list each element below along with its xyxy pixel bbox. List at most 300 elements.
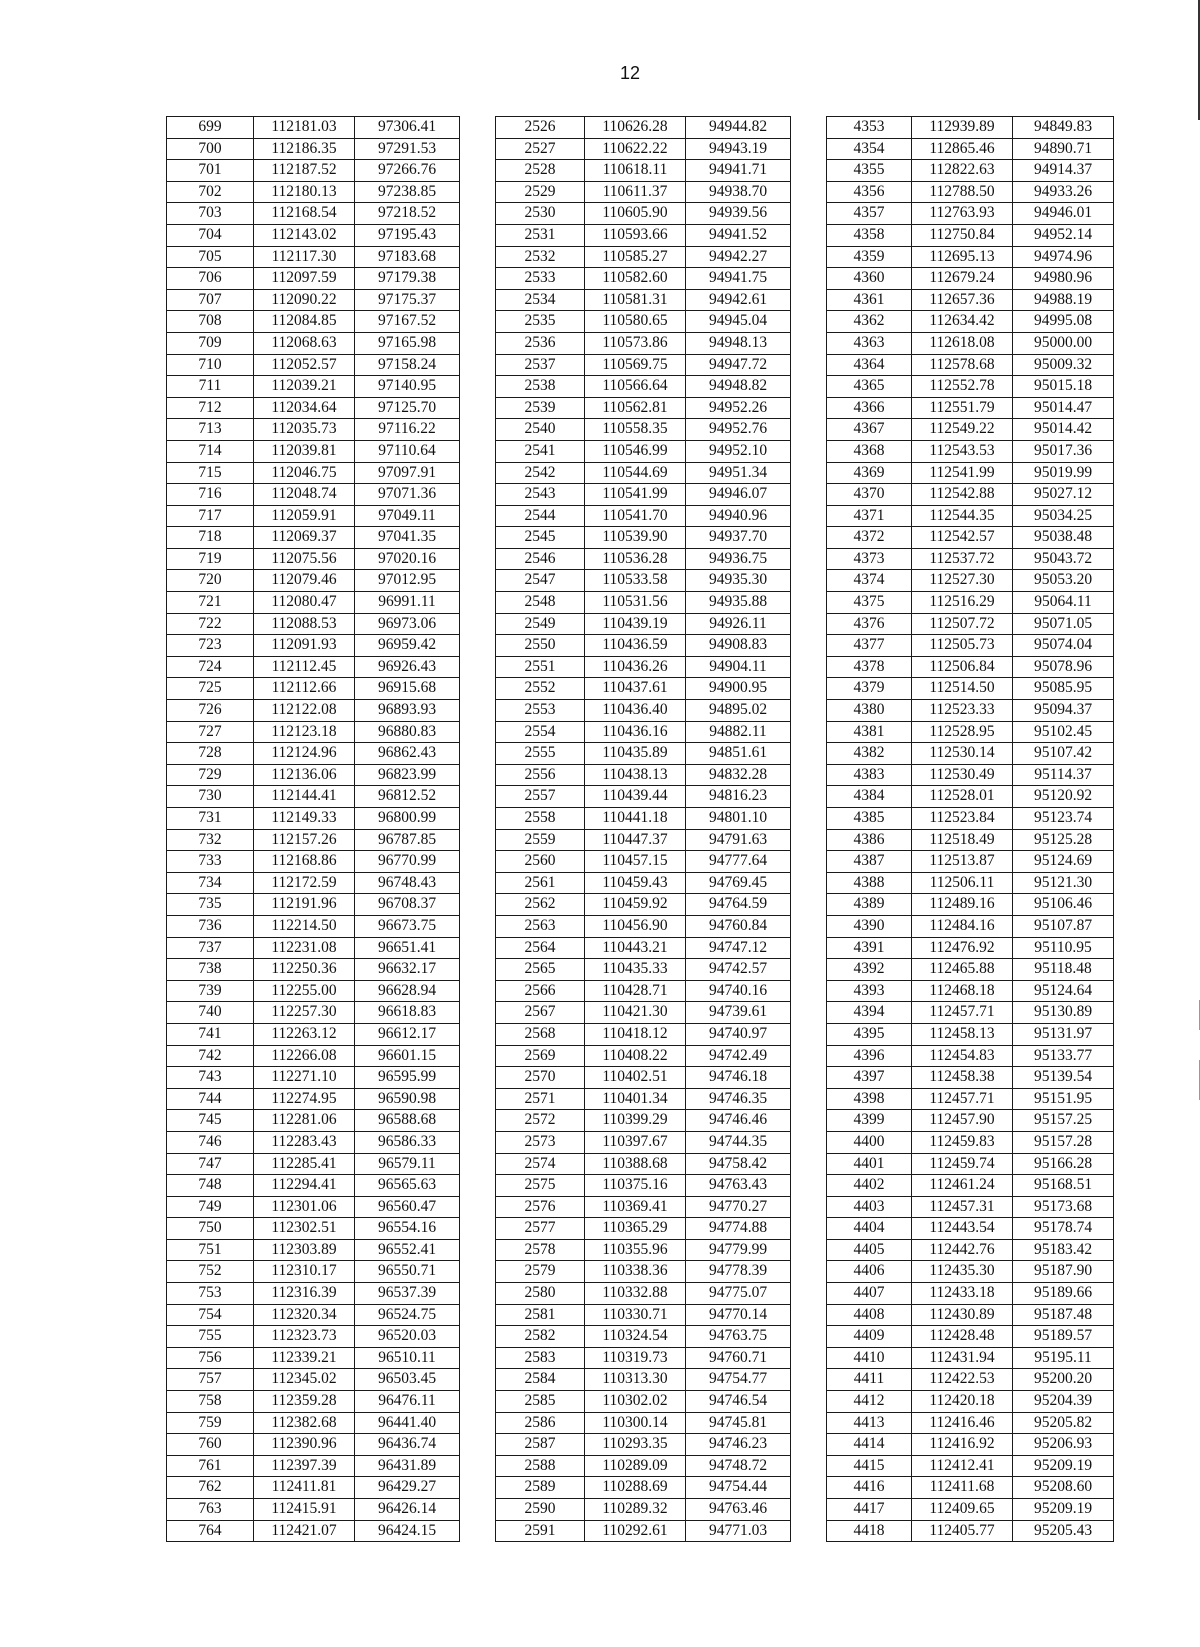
y-coordinate-cell: 96588.68 — [355, 1110, 460, 1132]
y-coordinate-cell: 96552.41 — [355, 1239, 460, 1261]
table-row — [496, 592, 791, 614]
point-number-cell: 2551 — [496, 656, 585, 678]
x-coordinate-cell: 112457.71 — [912, 1088, 1013, 1110]
x-coordinate-cell: 110428.71 — [585, 980, 686, 1002]
x-coordinate-cell: 112168.54 — [254, 203, 355, 225]
y-coordinate-cell: 95043.72 — [1013, 548, 1114, 570]
table-row — [167, 268, 460, 290]
point-number-cell: 4413 — [827, 1412, 912, 1434]
point-number-cell: 2559 — [496, 829, 585, 851]
y-coordinate-cell: 95209.19 — [1013, 1455, 1114, 1477]
table-row — [167, 548, 460, 570]
y-coordinate-cell: 94763.46 — [686, 1499, 791, 1521]
x-coordinate-cell: 112035.73 — [254, 419, 355, 441]
table-row — [827, 1455, 1114, 1477]
y-coordinate-cell: 96651.41 — [355, 937, 460, 959]
y-coordinate-cell: 94940.96 — [686, 505, 791, 527]
table-row — [496, 1002, 791, 1024]
point-number-cell: 724 — [167, 656, 254, 678]
y-coordinate-cell: 94763.75 — [686, 1326, 791, 1348]
table-row — [827, 1304, 1114, 1326]
table-row — [496, 138, 791, 160]
table-row — [827, 397, 1114, 419]
table-row — [827, 1110, 1114, 1132]
table-row — [827, 1434, 1114, 1456]
point-number-cell: 4388 — [827, 872, 912, 894]
table-row — [496, 1175, 791, 1197]
x-coordinate-cell: 112122.08 — [254, 700, 355, 722]
table-row — [827, 1131, 1114, 1153]
table-row — [167, 181, 460, 203]
point-number-cell: 2550 — [496, 635, 585, 657]
table-row — [167, 1239, 460, 1261]
table-row — [827, 138, 1114, 160]
y-coordinate-cell: 95130.89 — [1013, 1002, 1114, 1024]
y-coordinate-cell: 94740.97 — [686, 1023, 791, 1045]
y-coordinate-cell: 94778.39 — [686, 1261, 791, 1283]
y-coordinate-cell: 94935.88 — [686, 592, 791, 614]
x-coordinate-cell: 112420.18 — [912, 1391, 1013, 1413]
x-coordinate-cell: 112865.46 — [912, 138, 1013, 160]
y-coordinate-cell: 96503.45 — [355, 1369, 460, 1391]
x-coordinate-cell: 110399.29 — [585, 1110, 686, 1132]
y-coordinate-cell: 94746.18 — [686, 1067, 791, 1089]
point-number-cell: 4390 — [827, 915, 912, 937]
point-number-cell: 2552 — [496, 678, 585, 700]
y-coordinate-cell: 94882.11 — [686, 721, 791, 743]
point-number-cell: 752 — [167, 1261, 254, 1283]
point-number-cell: 2573 — [496, 1131, 585, 1153]
y-coordinate-cell: 95102.45 — [1013, 721, 1114, 743]
table-row — [167, 1434, 460, 1456]
point-number-cell: 2530 — [496, 203, 585, 225]
point-number-cell: 4373 — [827, 548, 912, 570]
x-coordinate-cell: 110388.68 — [585, 1153, 686, 1175]
table-row — [827, 635, 1114, 657]
table-row — [496, 462, 791, 484]
y-coordinate-cell: 95000.00 — [1013, 332, 1114, 354]
x-coordinate-cell: 110313.30 — [585, 1369, 686, 1391]
y-coordinate-cell: 94769.45 — [686, 872, 791, 894]
table-row — [827, 376, 1114, 398]
point-number-cell: 2572 — [496, 1110, 585, 1132]
point-number-cell: 2566 — [496, 980, 585, 1002]
table-row — [827, 224, 1114, 246]
y-coordinate-cell: 94770.27 — [686, 1196, 791, 1218]
table-row — [167, 1175, 460, 1197]
x-coordinate-cell: 112257.30 — [254, 1002, 355, 1024]
y-coordinate-cell: 96429.27 — [355, 1477, 460, 1499]
point-number-cell: 4367 — [827, 419, 912, 441]
table-row — [167, 1347, 460, 1369]
table-row — [496, 117, 791, 139]
table-row — [827, 246, 1114, 268]
y-coordinate-cell: 94742.57 — [686, 959, 791, 981]
x-coordinate-cell: 112543.53 — [912, 440, 1013, 462]
table-row — [827, 1477, 1114, 1499]
x-coordinate-cell: 112411.81 — [254, 1477, 355, 1499]
point-number-cell: 2561 — [496, 872, 585, 894]
x-coordinate-cell: 112657.36 — [912, 289, 1013, 311]
point-number-cell: 735 — [167, 894, 254, 916]
table-row — [167, 915, 460, 937]
y-coordinate-cell: 94980.96 — [1013, 268, 1114, 290]
table-row — [827, 570, 1114, 592]
x-coordinate-cell: 112157.26 — [254, 829, 355, 851]
y-coordinate-cell: 94801.10 — [686, 808, 791, 830]
x-coordinate-cell: 112090.22 — [254, 289, 355, 311]
table-row — [496, 872, 791, 894]
y-coordinate-cell: 95014.47 — [1013, 397, 1114, 419]
point-number-cell: 713 — [167, 419, 254, 441]
table-row — [496, 635, 791, 657]
point-number-cell: 733 — [167, 851, 254, 873]
point-number-cell: 734 — [167, 872, 254, 894]
table-row — [167, 721, 460, 743]
table-row — [167, 700, 460, 722]
table-row — [827, 1326, 1114, 1348]
table-row — [167, 1499, 460, 1521]
y-coordinate-cell: 96991.11 — [355, 592, 460, 614]
x-coordinate-cell: 112303.89 — [254, 1239, 355, 1261]
x-coordinate-cell: 112552.78 — [912, 376, 1013, 398]
point-number-cell: 2589 — [496, 1477, 585, 1499]
table-row — [496, 1131, 791, 1153]
point-number-cell: 2590 — [496, 1499, 585, 1521]
point-number-cell: 707 — [167, 289, 254, 311]
point-number-cell: 760 — [167, 1434, 254, 1456]
point-number-cell: 2540 — [496, 419, 585, 441]
x-coordinate-cell: 112144.41 — [254, 786, 355, 808]
point-number-cell: 756 — [167, 1347, 254, 1369]
x-coordinate-cell: 110300.14 — [585, 1412, 686, 1434]
point-number-cell: 2562 — [496, 894, 585, 916]
point-number-cell: 2567 — [496, 1002, 585, 1024]
y-coordinate-cell: 96612.17 — [355, 1023, 460, 1045]
table-row — [496, 570, 791, 592]
x-coordinate-cell: 112080.47 — [254, 592, 355, 614]
x-coordinate-cell: 110533.58 — [585, 570, 686, 592]
point-number-cell: 4381 — [827, 721, 912, 743]
point-number-cell: 4362 — [827, 311, 912, 333]
x-coordinate-cell: 112397.39 — [254, 1455, 355, 1477]
table-row — [827, 1499, 1114, 1521]
table-row — [827, 743, 1114, 765]
x-coordinate-cell: 112048.74 — [254, 484, 355, 506]
x-coordinate-cell: 110566.64 — [585, 376, 686, 398]
point-number-cell: 723 — [167, 635, 254, 657]
x-coordinate-cell: 110332.88 — [585, 1283, 686, 1305]
point-number-cell: 725 — [167, 678, 254, 700]
point-number-cell: 740 — [167, 1002, 254, 1024]
y-coordinate-cell: 94851.61 — [686, 743, 791, 765]
table-row — [496, 1239, 791, 1261]
x-coordinate-cell: 112075.56 — [254, 548, 355, 570]
y-coordinate-cell: 95019.99 — [1013, 462, 1114, 484]
y-coordinate-cell: 97218.52 — [355, 203, 460, 225]
point-number-cell: 719 — [167, 548, 254, 570]
table-row — [827, 548, 1114, 570]
point-number-cell: 4372 — [827, 527, 912, 549]
x-coordinate-cell: 112172.59 — [254, 872, 355, 894]
y-coordinate-cell: 94740.16 — [686, 980, 791, 1002]
x-coordinate-cell: 112679.24 — [912, 268, 1013, 290]
y-coordinate-cell: 96424.15 — [355, 1520, 460, 1542]
x-coordinate-cell: 112411.68 — [912, 1477, 1013, 1499]
y-coordinate-cell: 94832.28 — [686, 764, 791, 786]
x-coordinate-cell: 110330.71 — [585, 1304, 686, 1326]
table-row — [496, 894, 791, 916]
x-coordinate-cell: 110289.32 — [585, 1499, 686, 1521]
x-coordinate-cell: 112345.02 — [254, 1369, 355, 1391]
y-coordinate-cell: 95118.48 — [1013, 959, 1114, 981]
y-coordinate-cell: 95189.57 — [1013, 1326, 1114, 1348]
x-coordinate-cell: 112551.79 — [912, 397, 1013, 419]
y-coordinate-cell: 94746.54 — [686, 1391, 791, 1413]
point-number-cell: 715 — [167, 462, 254, 484]
x-coordinate-cell: 112465.88 — [912, 959, 1013, 981]
table-row — [496, 700, 791, 722]
point-number-cell: 764 — [167, 1520, 254, 1542]
x-coordinate-cell: 112459.74 — [912, 1153, 1013, 1175]
x-coordinate-cell: 112763.93 — [912, 203, 1013, 225]
y-coordinate-cell: 95183.42 — [1013, 1239, 1114, 1261]
x-coordinate-cell: 112281.06 — [254, 1110, 355, 1132]
y-coordinate-cell: 95139.54 — [1013, 1067, 1114, 1089]
y-coordinate-cell: 96748.43 — [355, 872, 460, 894]
x-coordinate-cell: 110531.56 — [585, 592, 686, 614]
point-number-cell: 4382 — [827, 743, 912, 765]
table-row — [496, 1326, 791, 1348]
y-coordinate-cell: 96441.40 — [355, 1412, 460, 1434]
x-coordinate-cell: 110437.61 — [585, 678, 686, 700]
x-coordinate-cell: 112266.08 — [254, 1045, 355, 1067]
point-number-cell: 2587 — [496, 1434, 585, 1456]
point-number-cell: 718 — [167, 527, 254, 549]
point-number-cell: 4415 — [827, 1455, 912, 1477]
table-row — [827, 1175, 1114, 1197]
point-number-cell: 2563 — [496, 915, 585, 937]
y-coordinate-cell: 94935.30 — [686, 570, 791, 592]
x-coordinate-cell: 112088.53 — [254, 613, 355, 635]
point-number-cell: 2529 — [496, 181, 585, 203]
table-row — [167, 1283, 460, 1305]
point-number-cell: 737 — [167, 937, 254, 959]
y-coordinate-cell: 96973.06 — [355, 613, 460, 635]
point-number-cell: 4363 — [827, 332, 912, 354]
table-row — [496, 678, 791, 700]
x-coordinate-cell: 112530.14 — [912, 743, 1013, 765]
y-coordinate-cell: 96959.42 — [355, 635, 460, 657]
y-coordinate-cell: 94748.72 — [686, 1455, 791, 1477]
y-coordinate-cell: 96632.17 — [355, 959, 460, 981]
x-coordinate-cell: 112514.50 — [912, 678, 1013, 700]
table-row — [167, 656, 460, 678]
y-coordinate-cell: 95205.43 — [1013, 1520, 1114, 1542]
x-coordinate-cell: 112527.30 — [912, 570, 1013, 592]
table-row — [827, 332, 1114, 354]
table-row — [496, 764, 791, 786]
x-coordinate-cell: 110355.96 — [585, 1239, 686, 1261]
x-coordinate-cell: 112255.00 — [254, 980, 355, 1002]
table-row — [496, 1218, 791, 1240]
table-row — [167, 138, 460, 160]
table-row — [167, 1477, 460, 1499]
y-coordinate-cell: 95114.37 — [1013, 764, 1114, 786]
table-row — [496, 1369, 791, 1391]
table-row — [167, 1002, 460, 1024]
y-coordinate-cell: 94952.76 — [686, 419, 791, 441]
y-coordinate-cell: 95120.92 — [1013, 786, 1114, 808]
y-coordinate-cell: 96436.74 — [355, 1434, 460, 1456]
point-number-cell: 4371 — [827, 505, 912, 527]
point-number-cell: 4401 — [827, 1153, 912, 1175]
point-number-cell: 4396 — [827, 1045, 912, 1067]
table-row — [827, 181, 1114, 203]
point-number-cell: 4403 — [827, 1196, 912, 1218]
point-number-cell: 2580 — [496, 1283, 585, 1305]
table-row — [167, 311, 460, 333]
point-number-cell: 2526 — [496, 117, 585, 139]
point-number-cell: 4358 — [827, 224, 912, 246]
x-coordinate-cell: 112416.46 — [912, 1412, 1013, 1434]
point-number-cell: 2585 — [496, 1391, 585, 1413]
x-coordinate-cell: 112476.92 — [912, 937, 1013, 959]
y-coordinate-cell: 96601.15 — [355, 1045, 460, 1067]
x-coordinate-cell: 112079.46 — [254, 570, 355, 592]
table-row — [496, 1261, 791, 1283]
point-number-cell: 4389 — [827, 894, 912, 916]
table-row — [496, 224, 791, 246]
y-coordinate-cell: 94890.71 — [1013, 138, 1114, 160]
x-coordinate-cell: 112415.91 — [254, 1499, 355, 1521]
table-row — [496, 376, 791, 398]
table-row — [167, 592, 460, 614]
table-row — [496, 268, 791, 290]
y-coordinate-cell: 95027.12 — [1013, 484, 1114, 506]
y-coordinate-cell: 97167.52 — [355, 311, 460, 333]
point-number-cell: 2527 — [496, 138, 585, 160]
table-row — [167, 440, 460, 462]
x-coordinate-cell: 112302.51 — [254, 1218, 355, 1240]
table-row — [496, 332, 791, 354]
y-coordinate-cell: 94754.77 — [686, 1369, 791, 1391]
point-number-cell: 4377 — [827, 635, 912, 657]
y-coordinate-cell: 95209.19 — [1013, 1499, 1114, 1521]
table-row — [167, 246, 460, 268]
x-coordinate-cell: 112310.17 — [254, 1261, 355, 1283]
y-coordinate-cell: 97097.91 — [355, 462, 460, 484]
x-coordinate-cell: 112059.91 — [254, 505, 355, 527]
y-coordinate-cell: 95017.36 — [1013, 440, 1114, 462]
point-number-cell: 699 — [167, 117, 254, 139]
y-coordinate-cell: 95014.42 — [1013, 419, 1114, 441]
table-row — [827, 1391, 1114, 1413]
y-coordinate-cell: 97012.95 — [355, 570, 460, 592]
y-coordinate-cell: 94952.10 — [686, 440, 791, 462]
x-coordinate-cell: 110447.37 — [585, 829, 686, 851]
point-number-cell: 2584 — [496, 1369, 585, 1391]
point-number-cell: 2536 — [496, 332, 585, 354]
y-coordinate-cell: 97140.95 — [355, 376, 460, 398]
x-coordinate-cell: 110541.99 — [585, 484, 686, 506]
table-row — [496, 1391, 791, 1413]
table-row — [496, 915, 791, 937]
point-number-cell: 4406 — [827, 1261, 912, 1283]
y-coordinate-cell: 96426.14 — [355, 1499, 460, 1521]
point-number-cell: 2543 — [496, 484, 585, 506]
y-coordinate-cell: 96708.37 — [355, 894, 460, 916]
point-number-cell: 4360 — [827, 268, 912, 290]
x-coordinate-cell: 110539.90 — [585, 527, 686, 549]
y-coordinate-cell: 96770.99 — [355, 851, 460, 873]
page-number: 12 — [619, 63, 641, 83]
point-number-cell: 4397 — [827, 1067, 912, 1089]
y-coordinate-cell: 94926.11 — [686, 613, 791, 635]
table-row — [167, 224, 460, 246]
point-number-cell: 722 — [167, 613, 254, 635]
x-coordinate-cell: 112250.36 — [254, 959, 355, 981]
table-row — [167, 1391, 460, 1413]
x-coordinate-cell: 112412.41 — [912, 1455, 1013, 1477]
x-coordinate-cell: 112143.02 — [254, 224, 355, 246]
x-coordinate-cell: 110418.12 — [585, 1023, 686, 1045]
point-number-cell: 4402 — [827, 1175, 912, 1197]
point-number-cell: 4416 — [827, 1477, 912, 1499]
table-row — [827, 1369, 1114, 1391]
x-coordinate-cell: 110365.29 — [585, 1218, 686, 1240]
table-row — [496, 851, 791, 873]
y-coordinate-cell: 94948.82 — [686, 376, 791, 398]
y-coordinate-cell: 96550.71 — [355, 1261, 460, 1283]
point-number-cell: 706 — [167, 268, 254, 290]
point-number-cell: 2564 — [496, 937, 585, 959]
y-coordinate-cell: 95151.95 — [1013, 1088, 1114, 1110]
table-row — [496, 829, 791, 851]
x-coordinate-cell: 112523.33 — [912, 700, 1013, 722]
point-number-cell: 721 — [167, 592, 254, 614]
point-number-cell: 728 — [167, 743, 254, 765]
y-coordinate-cell: 97195.43 — [355, 224, 460, 246]
table-row — [827, 592, 1114, 614]
table-row — [827, 980, 1114, 1002]
point-number-cell: 2535 — [496, 311, 585, 333]
table-row — [827, 937, 1114, 959]
table-row — [827, 959, 1114, 981]
x-coordinate-cell: 112117.30 — [254, 246, 355, 268]
y-coordinate-cell: 94943.19 — [686, 138, 791, 160]
point-number-cell: 4365 — [827, 376, 912, 398]
x-coordinate-cell: 112180.13 — [254, 181, 355, 203]
table-row — [167, 1196, 460, 1218]
point-number-cell: 729 — [167, 764, 254, 786]
point-number-cell: 4379 — [827, 678, 912, 700]
point-number-cell: 4395 — [827, 1023, 912, 1045]
y-coordinate-cell: 94951.34 — [686, 462, 791, 484]
y-coordinate-cell: 95195.11 — [1013, 1347, 1114, 1369]
y-coordinate-cell: 96565.63 — [355, 1175, 460, 1197]
x-coordinate-cell: 112435.30 — [912, 1261, 1013, 1283]
point-number-cell: 701 — [167, 160, 254, 182]
x-coordinate-cell: 110593.66 — [585, 224, 686, 246]
y-coordinate-cell: 95157.28 — [1013, 1131, 1114, 1153]
y-coordinate-cell: 96431.89 — [355, 1455, 460, 1477]
table-row — [167, 1218, 460, 1240]
y-coordinate-cell: 95133.77 — [1013, 1045, 1114, 1067]
x-coordinate-cell: 112382.68 — [254, 1412, 355, 1434]
x-coordinate-cell: 112695.13 — [912, 246, 1013, 268]
y-coordinate-cell: 95121.30 — [1013, 872, 1114, 894]
